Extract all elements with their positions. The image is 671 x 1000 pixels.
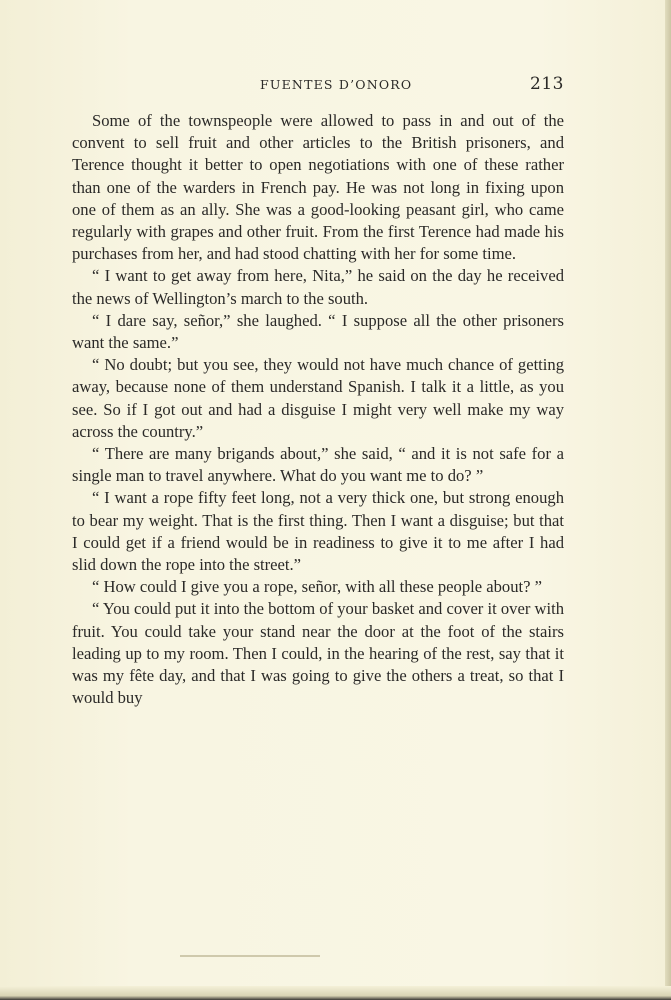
paragraph: “ I want a rope fifty feet long, not a very thick one, but strong enough to bear my weight. That is the first thing. Then I want a disguise; but that I could get if a friend would be in readiness to give it to me after I had slid down the rope into the street.”	[72, 488, 564, 575]
paragraph: “ How could I give you a rope, señor, with all these people about? ”	[92, 577, 542, 597]
paragraph: “ I want to get away from here, Nita,” he said on the day he received the news of Wellington’s march to the south.	[72, 266, 564, 308]
paragraph: Some of the townspeople were allowed to pass in and out of the convent to sell fruit and other articles to the British prisoners, and Terence thought it better to open negotiations with one of these rather than one of the warders in French pay. He was not long in fixing upon one of them as an ally. She was a good-looking peasant girl, who came regularly with grapes and other fruit. From the first Terence had made his purchases from her, and had stood chatting with her for some time.	[72, 111, 564, 264]
page-bottom-edge	[0, 986, 671, 1000]
page-gutter-shadow	[665, 0, 671, 1000]
page-smudge	[180, 955, 320, 957]
page-number: 213	[530, 74, 564, 94]
paragraph: “ No doubt; but you see, they would not have much chance of getting away, because none of them understand Spanish. I talk it a little, as you see. So if I got out and had a disguise I might very well make my way across the country.”	[72, 355, 564, 441]
paragraph: “ There are many brigands about,” she said, “ and it is not safe for a single man to travel anywhere. What do you want me to do? ”	[72, 444, 564, 486]
page-header	[72, 74, 564, 98]
paragraph: “ I dare say, señor,” she laughed. “ I suppose all the other prisoners want the same.”	[72, 310, 564, 353]
body-text	[72, 110, 564, 709]
running-head: FUENTES D’ONORO	[260, 77, 413, 92]
paragraph: “ You could put it into the bottom of your basket and cover it over with fruit. You could take your stand near the door at the foot of the stairs leading up to my room. Then I could, in the hearing of the rest, say that it was my fête day, and that I was going to give the others a treat, so that I would buy	[72, 599, 564, 708]
